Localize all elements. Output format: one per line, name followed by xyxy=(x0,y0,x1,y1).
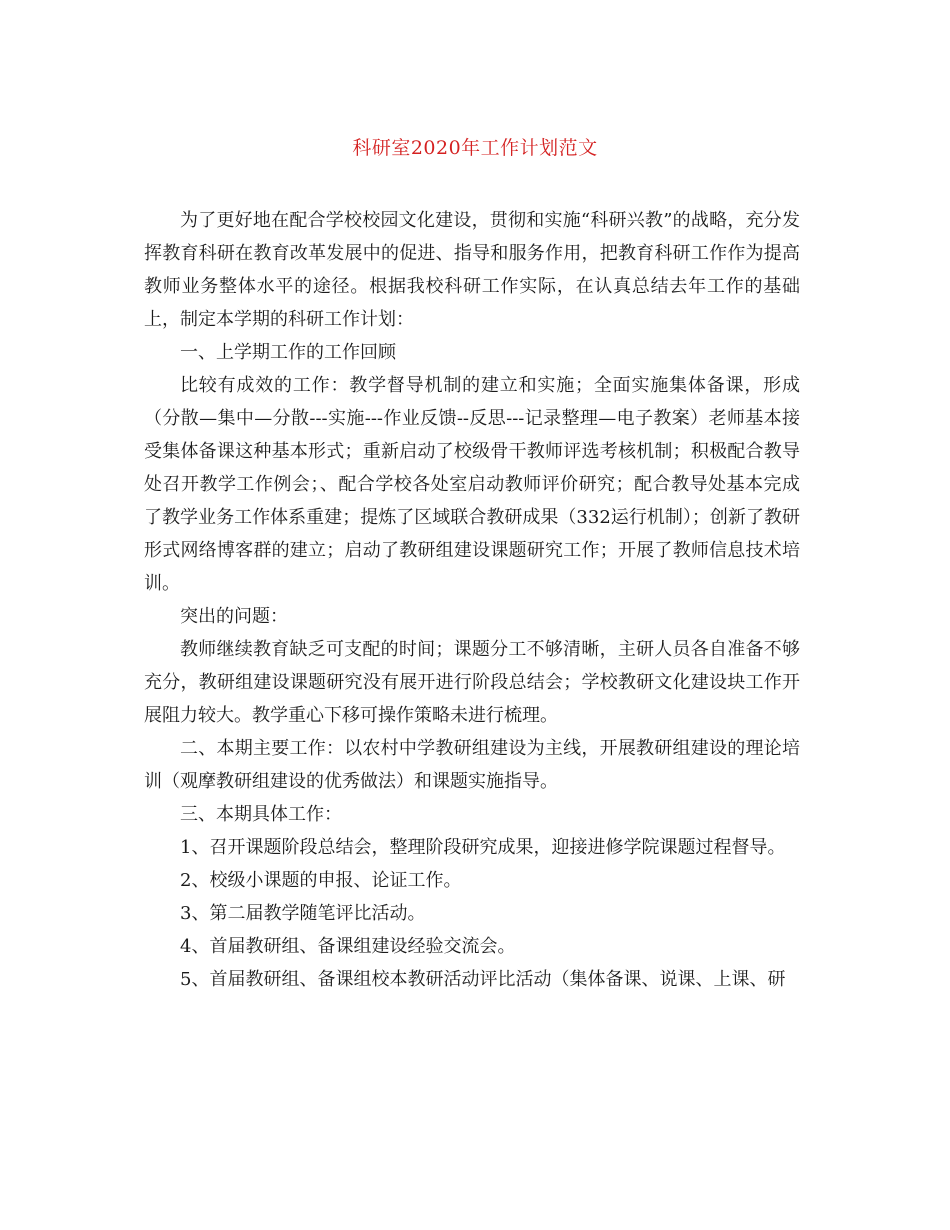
list-item: 4、首届教研组、备课组建设经验交流会。 xyxy=(180,936,516,957)
section-heading-specific-work: 三、本期具体工作： xyxy=(180,804,342,825)
list-item: 2、校级小课题的申报、论证工作。 xyxy=(180,870,462,891)
list-item: 3、第二届教学随笔评比活动。 xyxy=(180,903,426,924)
document-body xyxy=(144,204,800,996)
section-heading-review: 一、上学期工作的工作回顾 xyxy=(180,342,396,363)
issues-heading: 突出的问题： xyxy=(180,606,288,627)
achievements-paragraph: 比较有成效的工作：教学督导机制的建立和实施；全面实施集体备课，形成（分散—集中—分散---实施---作业反馈--反思---记录整理—电子教案）老师基本接受集体备课这种基本形式；重新启动了校级骨干教师评选考核机制；积极配合教导处召开教学工作例会；、配合学校各处室启动教师评价研究；配合教导处基本完成了教学业务工作体系重建；提炼了区域联合教研成果（332运行机制）；创新了教研形式网络博客群的建立；启动了教研组建设课题研究工作；开展了教师信息技术培训。 xyxy=(144,375,800,594)
list-item: 1、召开课题阶段总结会，整理阶段研究成果，迎接进修学院课题过程督导。 xyxy=(180,837,786,858)
document-title: 科研室2020年工作计划范文 xyxy=(352,137,598,159)
issues-paragraph: 教师继续教育缺乏可支配的时间；课题分工不够清晰，主研人员各自准备不够充分，教研组建设课题研究没有展开进行阶段总结会；学校教研文化建设块工作开展阻力较大。教学重心下移可操作策略未进行梳理。 xyxy=(144,639,800,726)
list-item: 5、首届教研组、备课组校本教研活动评比活动（集体备课、说课、上课、研 xyxy=(180,969,786,990)
intro-paragraph: 为了更好地在配合学校校园文化建设，贯彻和实施“科研兴教”的战略，充分发挥教育科研在教育改革发展中的促进、指导和服务作用，把教育科研工作作为提高教师业务整体水平的途径。根据我校科研工作实际，在认真总结去年工作的基础上，制定本学期的科研工作计划： xyxy=(144,210,800,330)
main-work-paragraph: 二、本期主要工作：以农村中学教研组建设为主线，开展教研组建设的理论培训（观摩教研组建设的优秀做法）和课题实施指导。 xyxy=(144,738,800,792)
